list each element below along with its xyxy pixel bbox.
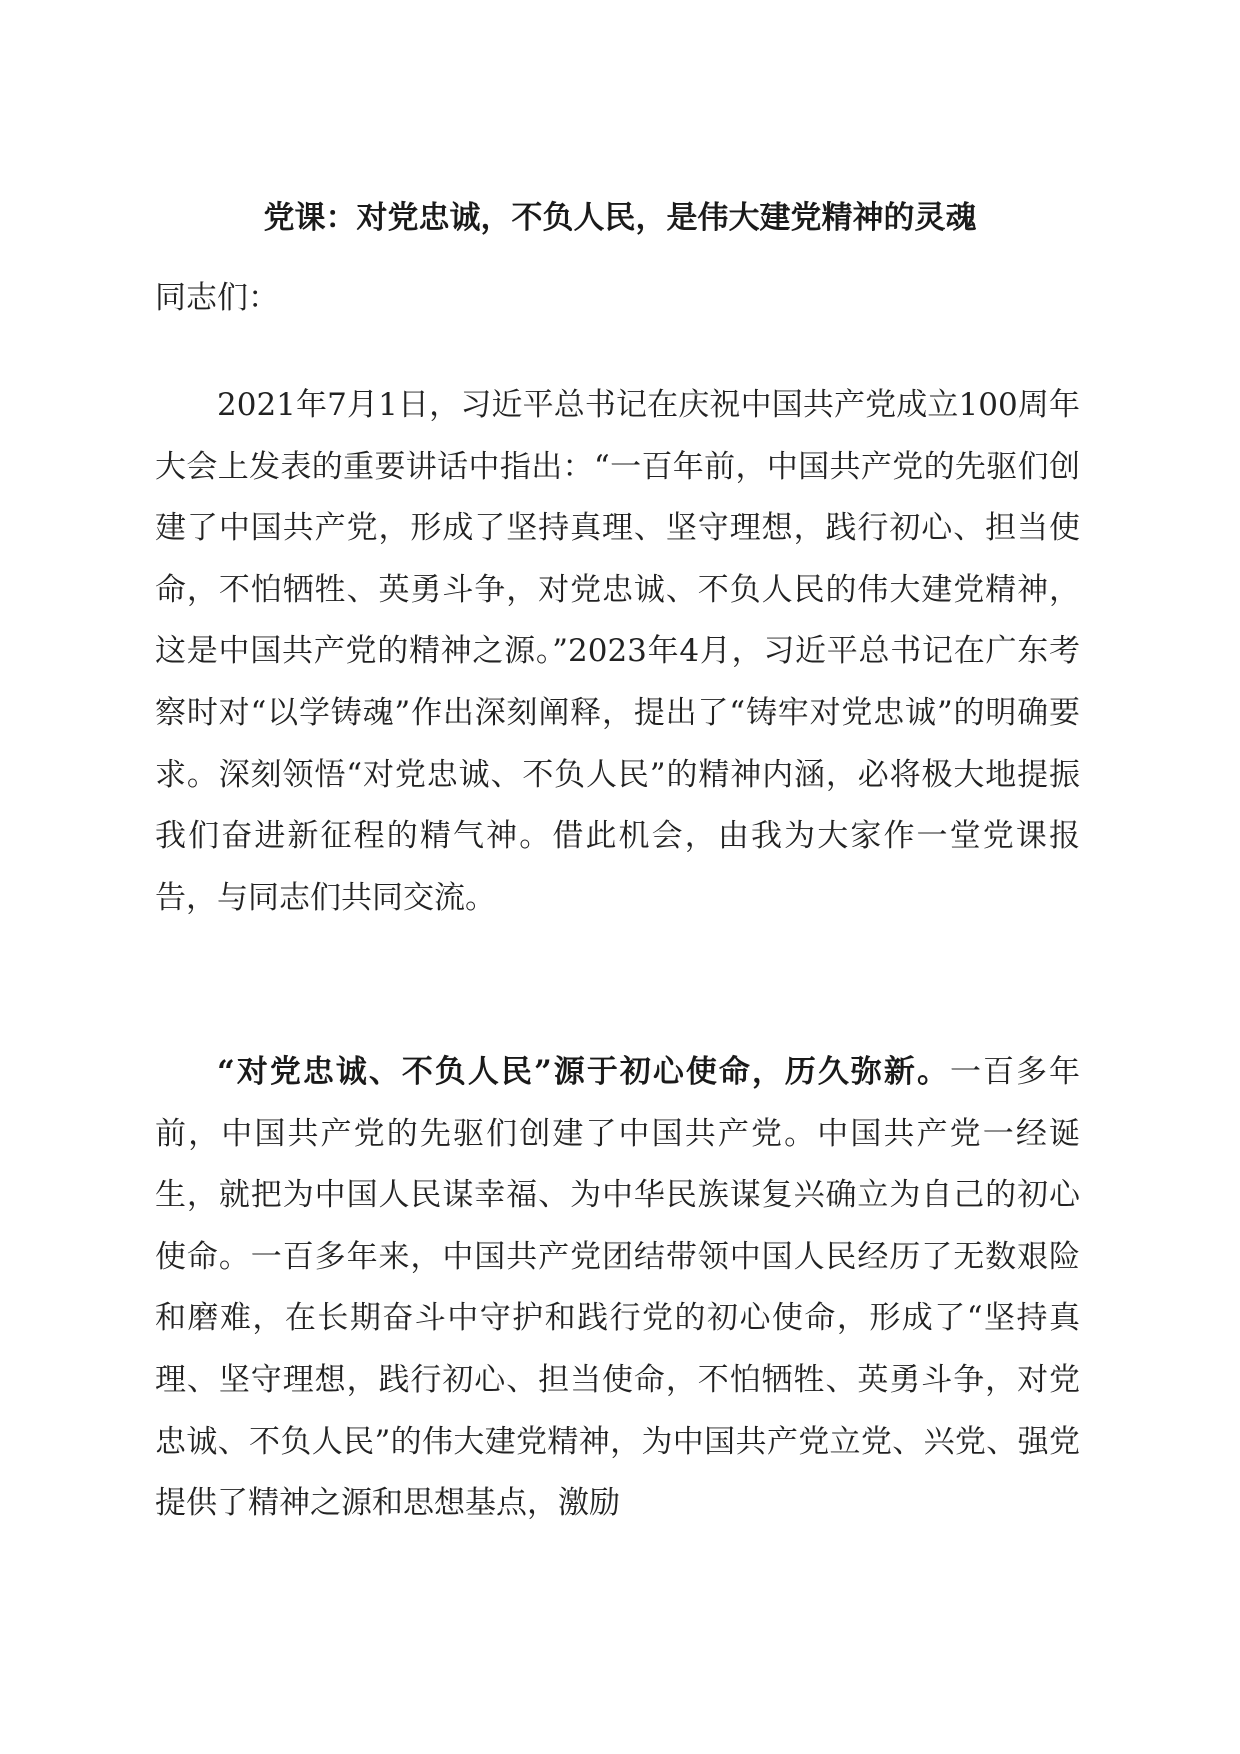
paragraph-intro-text: 2021年7月1日，习近平总书记在庆祝中国共产党成立100周年大会上发表的重要讲话中指出：“一百年前，中国共产党的先驱们创建了中国共产党，形成了坚持真理、坚守理想，践行初心、担当使命，不怕牺牲、英勇斗争，对党忠诚、不负人民的伟大建党精神，这是中国共产党的精神之源。”2023年4月，习近平总书记在广东考察时对“以学铸魂”作出深刻阐释，提出了“铸牢对党忠诚”的明确要求。深刻领悟“对党忠诚、不负人民”的精神内涵，必将极大地提振我们奋进新征程的精气神。借此机会，由我为大家作一堂党课报告，与同志们共同交流。: [155, 387, 1080, 916]
paragraph-section-1-lead: “对党忠诚、不负人民”源于初心使命，历久弥新。: [217, 1054, 950, 1090]
document-title: 党课：对党忠诚，不负人民，是伟大建党精神的灵魂: [263, 200, 977, 236]
paragraph-section-1: [155, 1042, 1080, 1535]
salutation: 同志们：: [155, 280, 279, 316]
paragraph-intro: [155, 375, 1080, 929]
paragraph-section-1-text: 一百多年前，中国共产党的先驱们创建了中国共产党。中国共产党一经诞生，就把为中国人民谋幸福、为中华民族谋复兴确立为自己的初心使命。一百多年来，中国共产党团结带领中国人民经历了无数艰险和磨难，在长期奋斗中守护和践行党的初心使命，形成了“坚持真理、坚守理想，践行初心、担当使命，不怕牺牲、英勇斗争，对党忠诚、不负人民”的伟大建党精神，为中国共产党立党、兴党、强党提供了精神之源和思想基点，激励: [155, 1054, 1080, 1522]
